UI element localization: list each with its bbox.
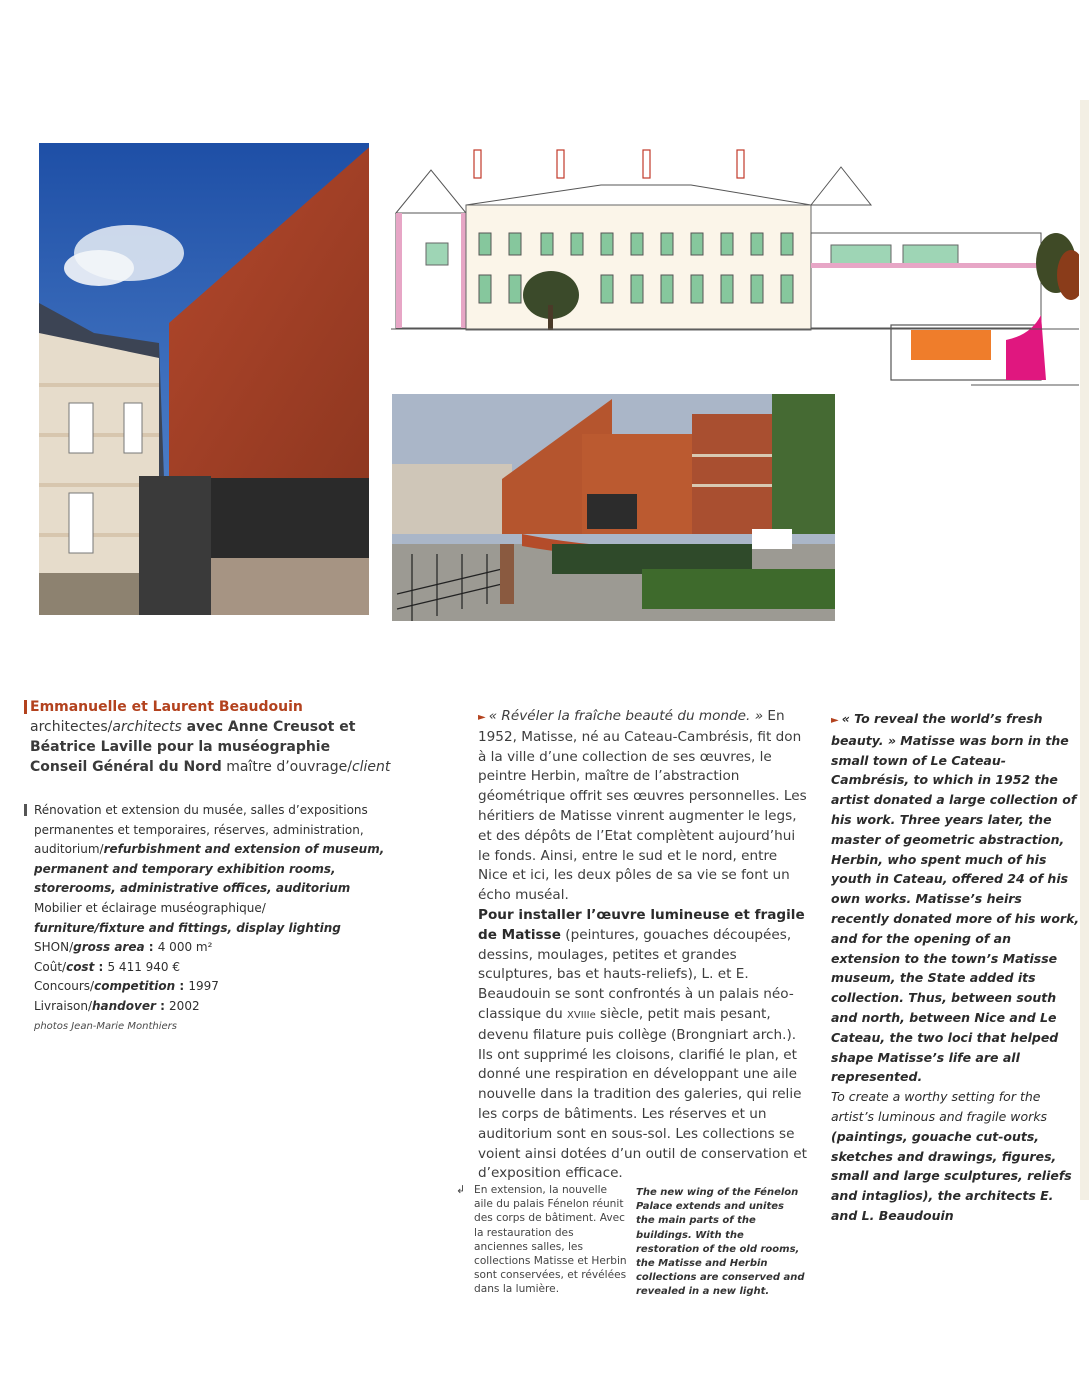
- furniture-fr: Mobilier et éclairage muséographique/: [34, 900, 266, 915]
- program-line-3: auditorium/refurbishment and extension of museum,: [34, 842, 385, 857]
- project-credits: [30, 697, 420, 777]
- french-article-text: [478, 707, 808, 1184]
- furniture-en: furniture/fixture and fittings, display lighting: [34, 920, 341, 935]
- photo-credit: photos Jean-Marie Monthiers: [34, 1020, 177, 1032]
- program-fr-line-2: permanentes et temporaires, réserves, administration,: [34, 822, 364, 837]
- client-credit: Conseil Général du Nord maître d’ouvrage/client: [30, 759, 391, 775]
- photo-new-wing-street: [392, 394, 835, 621]
- street-illustration: [392, 394, 835, 621]
- program-fr-line-1: Rénovation et extension du musée, salles d’expositions: [34, 803, 368, 817]
- accent-bar-small: [24, 804, 27, 816]
- program-en-line-5: storerooms, administrative offices, auditorium: [34, 881, 351, 896]
- elevation-illustration: [391, 145, 1079, 392]
- french-paragraph-2: Pour installer l’œuvre lumineuse et fragile de Matisse (peintures, gouaches découpées, dessins, moulages, petites et grandes sculptures, bas et hauts-reliefs), L. et E. Beaudouin se sont confrontés à un palais néo-classique du XVIIIe siècle, petit mais pesant, devenu filature puis collège (Brongniart arch.). Ils ont supprimé les cloisons, clarifié le plan, et donné une respiration en développant une aile nouvelle dans la tradition des galeries, qui relie les corps de bâtiments. Les réserves et un auditorium sont en sous-sol. Les collections se voient ainsi dotées d’un outil de conservation et d’exposition efficace.: [478, 906, 807, 1182]
- english-paragraph-2: To create a worthy setting for the artist’s luminous and fragile works (paintings, gouache cut-outs, sketches and drawings, figures, small and large sculptures, reliefs and intaglios), the architects E. and L. Beaudouin: [831, 1089, 1072, 1223]
- triangle-arrow-icon: ►: [478, 712, 486, 723]
- caption-french: ↲ En extension, la nouvelle aile du palais Fénelon réunit des corps de bâtiment. Avec la restauration des anciennes salles, les collections Matisse et Herbin sont conservées, et révélées dans la lumière.: [456, 1183, 627, 1296]
- photo-red-wall-courtyard: [39, 143, 369, 615]
- french-paragraph-1: ► « Révéler la fraîche beauté du monde. » En 1952, Matisse, né au Cateau-Cambrésis, fit don à la ville d’une collection de ses œuvres, le peintre Herbin, maître de l’abstraction géométrique offrit ses œuvres personnelles. Les héritiers de Matisse vinrent augmenter le legs, et des dépôts de l’Etat complètent aujourd’hui le fonds. Ainsi, entre le sud et le nord, entre Nice et ici, les deux pôles de sa vie se font un écho muséal.: [478, 708, 807, 904]
- accent-bar: [24, 700, 27, 714]
- cost: Coût/cost : 5 411 940 €: [34, 959, 181, 974]
- architects-role: architectes/architects avec Anne Creusot et: [30, 719, 356, 735]
- handover-year: Livraison/handover : 2002: [34, 998, 200, 1013]
- english-paragraph-1: ► « To reveal the world’s fresh beauty. » Matisse was born in the small town of Le Cateau-Cambrésis, to which in 1952 the artist donated a large collection of his work. Three years later, the master of geometric abstraction, Herbin, who spent much of his youth in Cateau, offered 24 of his own works. Matisse’s heirs recently donated more of his work, and for the opening of an extension to the town’s Matisse museum, the State added its collection. Thus, between south and north, between Nice and Le Cateau, the two loci that helped shape Matisse’s life are all represented.: [831, 711, 1080, 1085]
- competition-year: Concours/competition : 1997: [34, 979, 219, 994]
- architects-name: Emmanuelle et Laurent Beaudouin: [30, 699, 303, 715]
- museography-credit: Béatrice Laville pour la muséographie: [30, 739, 331, 755]
- gross-area: SHON/gross area : 4 000 m²: [34, 940, 213, 955]
- project-details: [34, 801, 385, 1032]
- page-edge-strip: [1080, 100, 1089, 1200]
- triangle-arrow-icon-en: ►: [831, 715, 839, 726]
- courtyard-illustration: [39, 143, 369, 615]
- return-arrow-icon: ↲: [456, 1183, 466, 1196]
- elevation-section-drawing: [391, 145, 1079, 392]
- caption-english: The new wing of the Fénelon Palace extends and unites the main parts of the buildings. With the restoration of the old rooms, the Matisse and Herbin collections are conserved and revealed in a new light.: [636, 1187, 805, 1298]
- program-en-line-4: permanent and temporary exhibition rooms,: [34, 861, 336, 876]
- english-article-text: [831, 709, 1081, 1226]
